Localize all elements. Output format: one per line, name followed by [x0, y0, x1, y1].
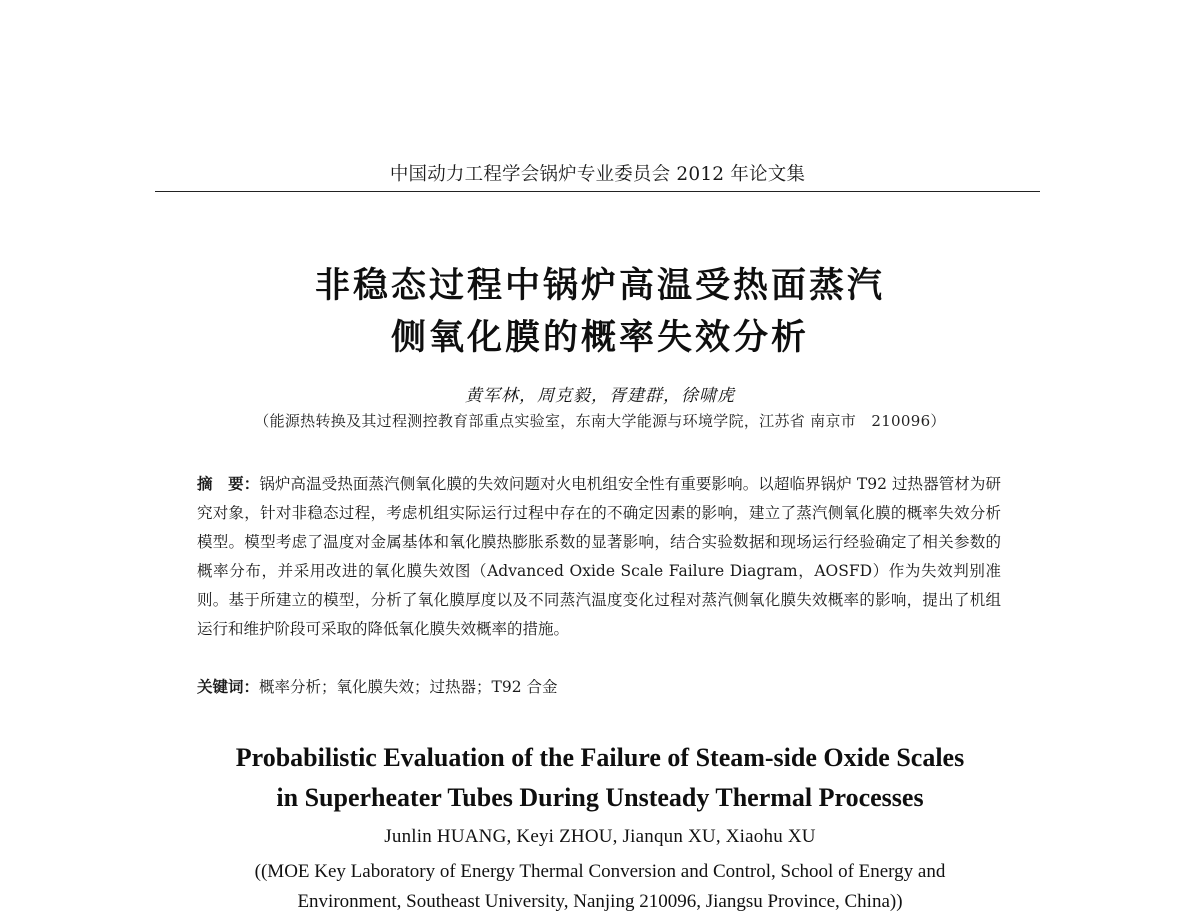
keywords-label: 关键词：	[197, 678, 260, 696]
abstract-text: 锅炉高温受热面蒸汽侧氧化膜的失效问题对火电机组安全性有重要影响。以超临界锅炉 T92 过热器管材为研究对象，针对非稳态过程，考虑机组实际运行过程中存在的不确定因素的影响，建立了蒸汽侧氧化膜的概率失效分析模型。模型考虑了温度对金属基体和氧化膜热膨胀系数的显著影响，结合实验数据和现场运行经验确定了相关参数的概率分布，并采用改进的氧化膜失效图（Advanced Oxide Scale Failure Diagram，AOSFD）作为失效判别准则。基于所建立的模型，分析了氧化膜厚度以及不同蒸汽温度变化过程对蒸汽侧氧化膜失效概率的影响，提出了机组运行和维护阶段可采取的降低氧化膜失效概率的措施。	[197, 475, 1001, 638]
affiliation-en-line-1: ((MOE Key Laboratory of Energy Thermal Conversion and Control, School of Energy and	[254, 861, 946, 882]
authors-en: Junlin HUANG, Keyi ZHOU, Jianqun XU, Xiaohu XU	[384, 826, 816, 847]
title-en	[0, 738, 1200, 818]
abstract-zh	[197, 470, 1001, 644]
header-rule	[155, 191, 1040, 192]
affiliation-zh: （能源热转换及其过程测控教育部重点实验室，东南大学能源与环境学院，江苏省 南京市 210096）	[254, 412, 946, 430]
title-zh-line-2: 侧氧化膜的概率失效分析	[390, 318, 809, 358]
keywords-text: 概率分析；氧化膜失效；过热器；T92 合金	[259, 678, 558, 696]
abstract-label: 摘 要：	[197, 475, 260, 493]
keywords-zh	[197, 674, 1001, 700]
authors-zh: 黄军林，周克毅，胥建群，徐啸虎	[465, 386, 735, 406]
title-en-line-1: Probabilistic Evaluation of the Failure of Steam-side Oxide Scales	[235, 743, 965, 772]
title-en-line-2: in Superheater Tubes During Unsteady Thermal Processes	[276, 783, 924, 812]
affiliation-en	[0, 857, 1200, 917]
title-zh	[0, 260, 1200, 364]
affiliation-en-line-2: Environment, Southeast University, Nanjing 210096, Jiangsu Province, China))	[297, 891, 903, 912]
title-zh-line-1: 非稳态过程中锅炉高温受热面蒸汽	[314, 266, 885, 306]
running-header: 中国动力工程学会锅炉专业委员会 2012 年论文集	[389, 164, 806, 185]
